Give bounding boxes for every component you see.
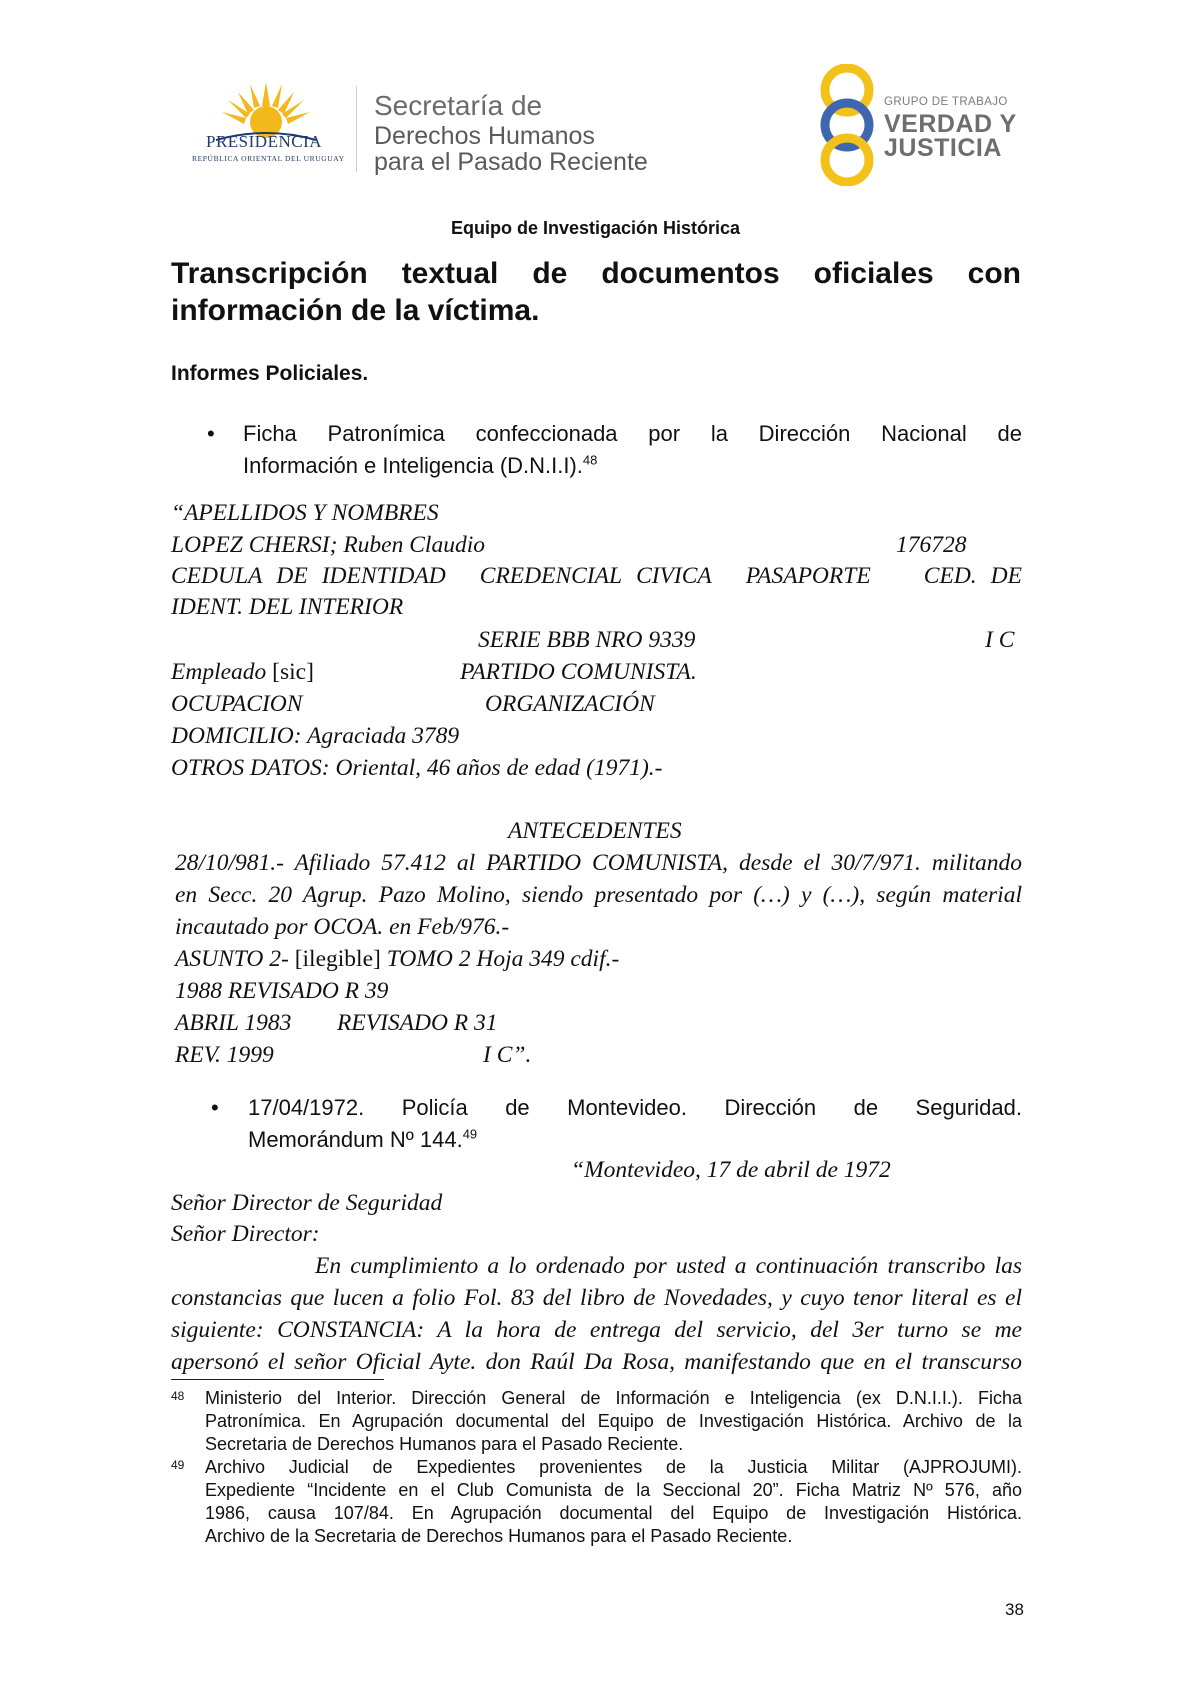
- ficha-otros-datos: OTROS DATOS: Oriental, 46 años de edad (1971).-: [171, 755, 663, 781]
- bullet-word: por: [648, 421, 681, 446]
- ficha-name: LOPEZ CHERSI; Ruben Claudio: [171, 532, 485, 558]
- ficha-word: IDENTIDAD: [321, 563, 446, 589]
- ficha-word: CEDULA: [171, 563, 263, 589]
- asunto-tomo: TOMO 2 Hoja 349 cdif.-: [386, 946, 620, 972]
- footnote-ref-49[interactable]: 49: [462, 1126, 478, 1142]
- ficha-line3: [171, 563, 1022, 590]
- bullet-dot: •: [211, 1095, 219, 1120]
- rings-icon: [812, 64, 882, 186]
- antecedentes-rev3-date: REV. 1999: [175, 1042, 274, 1068]
- ficha-empleado-text: Empleado: [171, 659, 267, 685]
- footnote-line: Archivo Judicial de Expedientes provenientes de la Justicia Militar (AJPROJUMI).: [205, 1457, 1022, 1477]
- footnote-line: Expediente “Incidente en el Club Comunista de la Seccional 20”. Ficha Matriz Nº 576, año: [205, 1480, 1022, 1500]
- title-line2: información de la víctima.: [171, 294, 540, 327]
- bullet-1-line1: [243, 418, 1022, 450]
- antecedentes-asunto: [175, 946, 619, 973]
- memo-line3: siguiente: CONSTANCIA: A la hora de entrega del servicio, del 3er turno se me: [171, 1317, 1022, 1343]
- bullet-2-line1: [248, 1092, 1022, 1124]
- antecedentes-rev1: 1988 REVISADO R 39: [175, 978, 389, 1004]
- memo-line1: En cumplimiento a lo ordenado por usted a continuación transcribo las: [315, 1253, 1022, 1279]
- footnote-49: [205, 1456, 1022, 1548]
- secretaria-line1: Secretaría de: [374, 90, 543, 121]
- ficha-partido: PARTIDO COMUNISTA.: [460, 659, 697, 685]
- memo-date: “Montevideo, 17 de abril de 1972: [571, 1157, 891, 1183]
- bullet-word: Ficha: [243, 421, 297, 446]
- title-word: de: [532, 257, 568, 290]
- title-word: Transcripción: [171, 257, 368, 290]
- bullet-1-line2: [243, 450, 1022, 482]
- presidencia-label: PRESIDENCIA: [206, 132, 323, 151]
- memo-salutation2: Señor Director:: [171, 1221, 320, 1247]
- antecedentes-heading: ANTECEDENTES: [508, 818, 682, 844]
- footnote-separator: [171, 1379, 384, 1380]
- footnote-49-number: 49: [171, 1458, 185, 1472]
- ficha-line4: IDENT. DEL INTERIOR: [171, 594, 404, 620]
- footnote-line: Secretaria de Derechos Humanos para el Pasado Reciente.: [205, 1434, 684, 1454]
- presidencia-sub: REPÚBLICA ORIENTAL DEL URUGUAY: [192, 154, 345, 163]
- bullet-word: Policía: [401, 1095, 468, 1120]
- header-divider: [356, 86, 357, 172]
- ficha-sic: [sic]: [272, 659, 314, 685]
- footnote-48-number: 48: [171, 1389, 185, 1403]
- title-word: oficiales: [813, 257, 934, 290]
- antecedentes-line3: incautado por OCOA. en Feb/976.-: [175, 914, 510, 940]
- ficha-ic: I C: [985, 627, 1015, 653]
- section-subheading: Informes Policiales.: [171, 362, 369, 385]
- footnote-48: [205, 1387, 1022, 1456]
- ficha-word: PASAPORTE: [745, 563, 871, 589]
- bullet-1-text: Información e Inteligencia (D.N.I.I).: [243, 453, 583, 478]
- footnote-line: Patronímica. En Agrupación documental del Equipo de Investigación Histórica. Archivo de la: [205, 1411, 1022, 1431]
- antecedentes-rev2-date: ABRIL 1983: [175, 1010, 292, 1036]
- asunto-ilegible: [ilegible]: [294, 946, 381, 972]
- bullet-word: Nacional: [881, 421, 967, 446]
- bullet-word: Patronímica: [327, 421, 445, 446]
- title-word: textual: [401, 257, 499, 290]
- page-title: [171, 255, 1021, 329]
- grupo-small: GRUPO DE TRABAJO: [884, 96, 1008, 108]
- bullet-word: la: [710, 421, 728, 446]
- memo-salutation1: Señor Director de Seguridad: [171, 1190, 443, 1216]
- ficha-empleado: [171, 659, 314, 686]
- bullet-word: confeccionada: [475, 421, 618, 446]
- memo-line2: constancias que lucen a folio Fol. 83 del libro de Novedades, y cuyo tenor literal es el: [171, 1285, 1022, 1311]
- title-line1: [171, 255, 1021, 292]
- ficha-number: 176728: [896, 532, 967, 558]
- ficha-word: CIVICA: [636, 563, 712, 589]
- antecedentes-rev3-value: I C”.: [483, 1042, 532, 1068]
- bullet-dot: •: [207, 421, 215, 446]
- ficha-organizacion: ORGANIZACIÓN: [485, 691, 655, 717]
- ficha-word: CREDENCIAL: [479, 563, 623, 589]
- bullet-word: de: [505, 1095, 530, 1120]
- footnote-line: Ministerio del Interior. Dirección General de Información e Inteligencia (ex D.N.I.I.). Ficha: [205, 1388, 1022, 1408]
- antecedentes-line2: en Secc. 20 Agrup. Pazo Molino, siendo presentado por (…) y (…), según material: [175, 882, 1022, 908]
- bullet-word: Montevideo.: [567, 1095, 687, 1120]
- ficha-word: DE: [276, 563, 308, 589]
- ficha-word: DE: [990, 563, 1022, 589]
- ficha-word: CED.: [923, 563, 977, 589]
- bullet-1: [243, 418, 1022, 482]
- ficha-domicilio: DOMICILIO: Agraciada 3789: [171, 723, 460, 749]
- secretaria-line3: para el Pasado Reciente: [374, 148, 648, 176]
- bullet-2-text: Memorándum Nº 144.: [248, 1127, 463, 1152]
- bullet-2: [248, 1092, 1022, 1156]
- memo-line4: apersonó el señor Oficial Ayte. don Raúl Da Rosa, manifestando que en el transcurso: [171, 1349, 1022, 1375]
- bullet-word: Dirección: [758, 421, 851, 446]
- bullet-2-line2: [248, 1124, 1022, 1156]
- title-word: con: [967, 257, 1021, 290]
- ficha-line1: “APELLIDOS Y NOMBRES: [171, 500, 439, 526]
- bullet-word: de: [997, 421, 1022, 446]
- title-word: documentos: [601, 257, 780, 290]
- bullet-word: Seguridad.: [915, 1095, 1022, 1120]
- asunto-label: ASUNTO 2-: [175, 946, 289, 972]
- page-number: 38: [1005, 1600, 1024, 1619]
- bullet-word: Dirección: [724, 1095, 817, 1120]
- bullet-word: de: [853, 1095, 879, 1120]
- grupo-line2: JUSTICIA: [884, 134, 1002, 162]
- ficha-serie: SERIE BBB NRO 9339: [478, 627, 696, 653]
- presidencia-logo: [186, 78, 346, 178]
- verdad-justicia-logo: [812, 64, 1032, 186]
- grupo-line1: VERDAD Y: [884, 110, 1017, 138]
- secretaria-line2: Derechos Humanos: [374, 122, 595, 150]
- bullet-word: 17/04/1972.: [248, 1095, 365, 1120]
- antecedentes-line1: 28/10/981.- Afiliado 57.412 al PARTIDO COMUNISTA, desde el 30/7/971. militando: [175, 850, 1022, 876]
- footnote-line: 1986, causa 107/84. En Agrupación documental del Equipo de Investigación Histórica.: [205, 1503, 1022, 1523]
- ficha-ocupacion: OCUPACION: [171, 691, 303, 717]
- team-label: Equipo de Investigación Histórica: [450, 218, 741, 238]
- antecedentes-rev2-value: REVISADO R 31: [337, 1010, 498, 1036]
- footnote-line: Archivo de la Secretaria de Derechos Humanos para el Pasado Reciente.: [205, 1526, 793, 1546]
- footnote-ref-48[interactable]: 48: [582, 452, 598, 468]
